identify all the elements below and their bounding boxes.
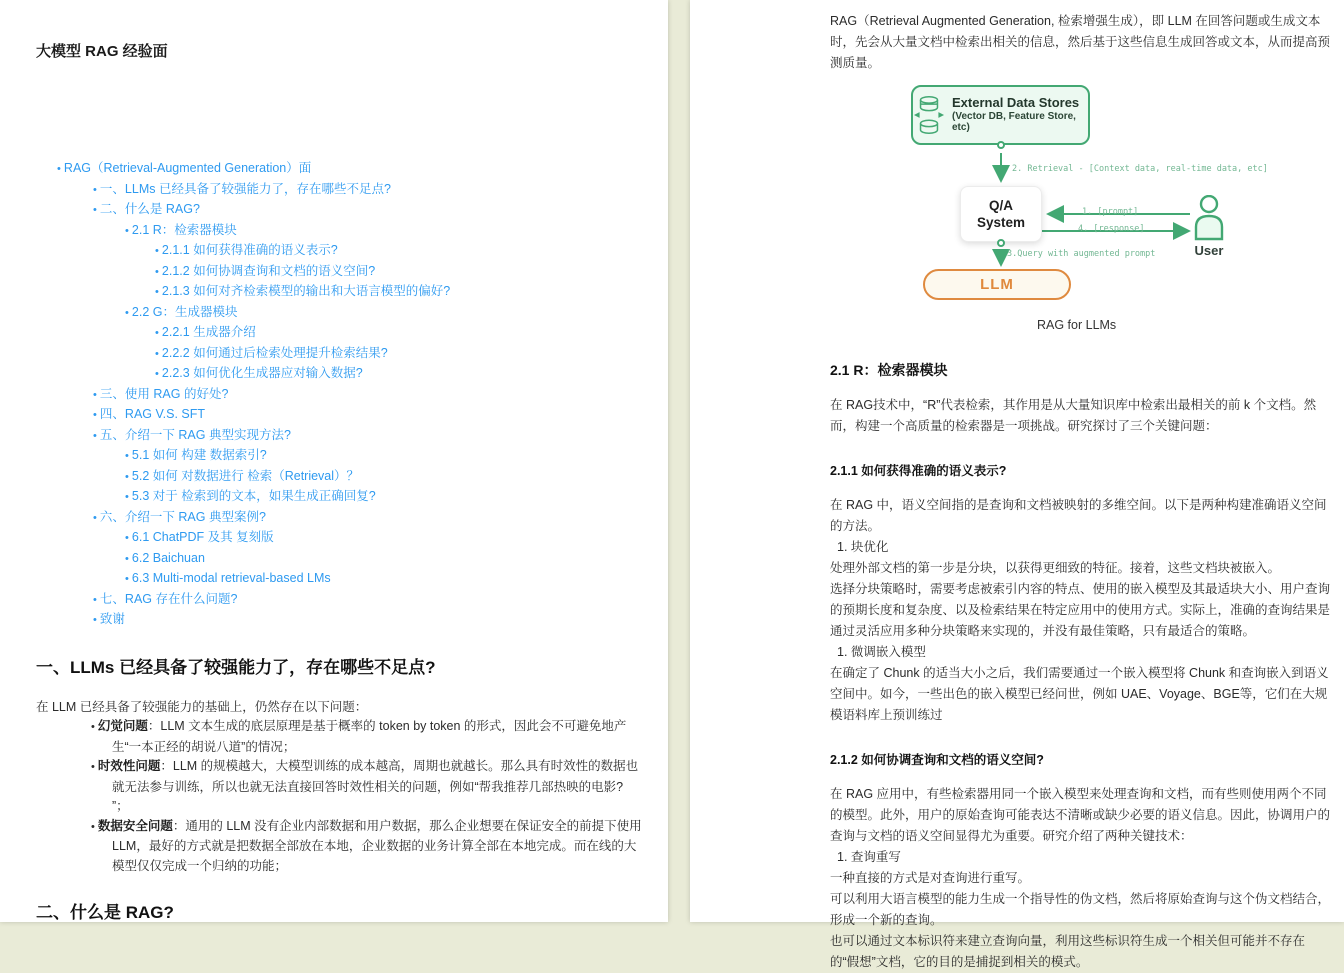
paragraph: 在确定了 Chunk 的适当大小之后，我们需要通过一个嵌入模型将 Chunk 和查询嵌入到语义空间中。如今，一些出色的嵌入模型已经问世，例如 UAE、Voyage、BGE等，它们在大规模语料库上预训练过 [830, 666, 1329, 722]
bullet-term: 数据安全问题 [97, 818, 173, 833]
qa-line1: Q/A [988, 198, 1013, 213]
section-heading-2-1-1: 2.1.1 如何获得准确的语义表示? [830, 464, 1007, 478]
figure-caption: RAG for LLMs [1037, 318, 1117, 332]
qa-system-box [960, 186, 1042, 242]
section-2-1-body: 在 RAG技术中，“R”代表检索，其作用是从大量知识库中检索出最相关的前 k 个文档。然而，构建一个高质量的检索器是一项挑战。研究探讨了三个关键问题： [830, 398, 1317, 433]
section-heading-1: 一、LLMs 已经具备了较强能力了，存在哪些不足点? [36, 657, 436, 677]
toc-link[interactable]: • 2.1.1 如何获得准确的语义表示? [36, 241, 642, 262]
paragraph: 处理外部文档的第一步是分块，以获得更细致的特征。接着，这些文档块被嵌入。 [830, 561, 1281, 575]
toc-link[interactable]: • 2.1.3 如何对齐检索模型的输出和大语言模型的偏好? [36, 282, 642, 303]
eds-title: External Data Stores [952, 95, 1080, 111]
toc-link[interactable]: • 2.2.1 生成器介绍 [36, 323, 642, 344]
toc-link[interactable]: • 2.1.2 如何协调查询和文档的语义空间? [36, 262, 642, 283]
toc-link[interactable]: • 5.3 对于 检索到的文本，如果生成正确回复? [36, 487, 642, 508]
toc-link[interactable]: • 2.1 R：检索器模块 [36, 221, 642, 242]
section1-bullet-list [36, 717, 642, 876]
section-heading-2: 二、什么是 RAG? [36, 903, 174, 922]
connector-dot [997, 239, 1005, 247]
toc-link[interactable]: • 六、介绍一下 RAG 典型案例? [36, 508, 642, 529]
qa-line2: System [976, 215, 1026, 230]
numbered-item: 1. 查询重写 [837, 850, 901, 864]
paragraph: 可以利用大语言模型的能力生成一个指导性的伪文档，然后将原始查询与这个伪文档结合，形成一个新的查询。 [830, 892, 1331, 927]
document-page-left [0, 0, 668, 922]
document-title: 大模型 RAG 经验面 [36, 43, 168, 60]
list-item [36, 717, 642, 757]
bullet-icon: • [91, 820, 95, 833]
arrow-label-prompt: 1. [prompt] [1082, 207, 1139, 217]
user-icon [1193, 195, 1225, 241]
list-item [36, 817, 642, 877]
bullet-icon: • [91, 721, 95, 733]
bullet-term: 幻觉问题 [97, 719, 148, 733]
llm-box: LLM [923, 269, 1071, 300]
toc-link[interactable]: • 致谢 [36, 610, 642, 631]
toc-link[interactable]: • 2.2 G：生成器模块 [36, 303, 642, 324]
user-label: User [1194, 243, 1224, 258]
toc-link[interactable]: • 5.1 如何 构建 数据索引? [36, 446, 642, 467]
toc-link[interactable]: • 2.2.2 如何通过后检索处理提升检索结果? [36, 344, 642, 365]
database-icon [913, 93, 945, 137]
section-heading-2-1-2: 2.1.2 如何协调查询和文档的语义空间? [830, 753, 1044, 767]
bullet-text: ：LLM 文本生成的底层原理是基于概率的 token by token 的形式，因此会不可避免地产生“一本正经的胡说八道”的情况； [112, 719, 627, 754]
rag-intro-paragraph: RAG（Retrieval Augmented Generation, 检索增强生成），即 LLM 在回答问题或生成文本时，先会从大量文档中检索出相关的信息，然后基于这些信息生成回答或文本，从而提高预测质量。 [830, 14, 1331, 70]
paragraph: 在 RAG 中，语义空间指的是查询和文档被映射的多维空间。以下是两种构建准确语义空间的方法。 [830, 498, 1327, 533]
list-item [36, 757, 642, 817]
connector-dot [997, 141, 1005, 149]
toc-link[interactable]: • 一、LLMs 已经具备了较强能力了，存在哪些不足点? [36, 180, 642, 201]
eds-subtitle: (Vector DB, Feature Store, etc) [952, 110, 1076, 134]
toc-link[interactable]: • 五、介绍一下 RAG 典型实现方法? [36, 426, 642, 447]
numbered-item: 1. 块优化 [837, 540, 889, 554]
bullet-icon: • [91, 761, 95, 773]
toc-link[interactable]: • 2.2.3 如何优化生成器应对输入数据? [36, 364, 642, 385]
toc-link[interactable]: • 6.3 Multi-modal retrieval-based LMs [36, 569, 642, 590]
toc-link[interactable]: • 四、RAG V.S. SFT [36, 405, 642, 426]
section1-intro: 在 LLM 已经具备了较强能力的基础上，仍然存在以下问题： [36, 699, 368, 714]
table-of-contents [36, 159, 642, 631]
numbered-item: 1. 微调嵌入模型 [837, 645, 926, 659]
toc-link[interactable]: • RAG（Retrieval-Augmented Generation）面 [36, 159, 642, 180]
paragraph: 选择分块策略时，需要考虑被索引内容的特点、使用的嵌入模型及其最适块大小、用户查询的预期长度和复杂度、以及检索结果在特定应用中的使用方式。实际上，准确的查询结果是通过灵活应用多种分块策略来实现的，并没有最佳策略，只有最适合的策略。 [830, 582, 1331, 638]
document-page-right [690, 0, 1344, 969]
paragraph: 也可以通过文本标识符来建立查询向量，利用这些标识符生成一个相关但可能并不存在的“假想”文档，它的目的是捕捉到相关的模式。 [830, 934, 1306, 969]
section-heading-2-1: 2.1 R：检索器模块 [830, 362, 948, 378]
toc-link[interactable]: • 二、什么是 RAG? [36, 200, 642, 221]
bullet-term: 时效性问题 [97, 759, 161, 773]
arrow-label-retrieval: 2. Retrieval - [Context data, real-time data, etc] [1012, 164, 1268, 174]
arrow-label-response: 4. [response] [1078, 224, 1145, 234]
bullet-text: ：通用的 LLM 没有企业内部数据和用户数据，那么企业想要在保证安全的前提下使用 LLM，最好的方式就是把数据全部放在本地，企业数据的业务计算全部在本地完成。而在线的大模型仅仅完成一个归纳的功能； [112, 818, 642, 873]
toc-link[interactable]: • 七、RAG 存在什么问题? [36, 590, 642, 611]
toc-link[interactable]: • 三、使用 RAG 的好处? [36, 385, 642, 406]
rag-architecture-diagram [690, 85, 1344, 337]
arrow-label-query: 3.Query with augmented prompt [1007, 249, 1156, 259]
toc-link[interactable]: • 6.2 Baichuan [36, 549, 642, 570]
toc-link[interactable]: • 5.2 如何 对数据进行 检索（Retrieval）？ [36, 467, 642, 488]
paragraph: 一种直接的方式是对查询进行重写。 [830, 871, 1031, 885]
bullet-text: ：LLM 的规模越大，大模型训练的成本越高，周期也就越长。那么具有时效性的数据也就无法参与训练，所以也就无法直接回答时效性相关的问题，例如“帮我推荐几部热映的电影? ”； [112, 759, 639, 813]
external-data-stores-box [911, 85, 1090, 145]
paragraph: 在 RAG 应用中，有些检索器用同一个嵌入模型来处理查询和文档，而有些则使用两个不同的模型。此外，用户的原始查询可能表达不清晰或缺少必要的语义信息。因此，协调用户的查询与文档的语义空间显得尤为重要。研究介绍了两种关键技术： [830, 787, 1331, 843]
toc-link[interactable]: • 6.1 ChatPDF 及其 复刻版 [36, 528, 642, 549]
